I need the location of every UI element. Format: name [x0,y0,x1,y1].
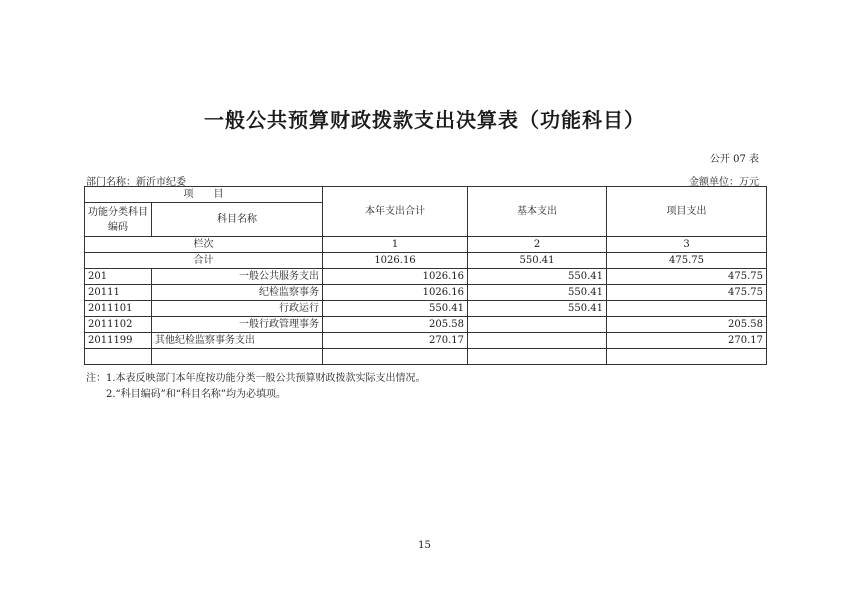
empty-cell [152,349,323,365]
project-amount: 205.58 [607,317,767,333]
total-project: 475.75 [607,253,767,269]
function-code: 20111 [85,285,152,301]
item-group-header: 项 目 [85,187,323,203]
table-row [85,317,767,333]
expenditure-table [84,186,767,365]
basic-expenditure-header: 基本支出 [468,187,607,237]
total-amount: 270.17 [323,333,468,349]
note-1: 注：1.本表反映部门本年度按功能分类一般公共预算财政拨款实际支出情况。 [86,373,426,384]
function-code: 2011102 [85,317,152,333]
basic-amount: 550.41 [468,285,607,301]
empty-row [85,349,767,365]
column-number-label: 栏次 [85,237,323,253]
column-number-3: 3 [607,237,767,253]
project-amount: 475.75 [607,269,767,285]
subject-name-header: 科目名称 [152,203,323,237]
total-amount: 1026.16 [323,269,468,285]
total-amount: 1026.16 [323,285,468,301]
form-code: 公开 07 表 [709,154,759,165]
subject-name: 一般行政管理事务 [152,317,323,333]
table-notes [86,371,426,403]
department-name: 部门名称：新沂市纪委 [86,177,186,188]
project-expenditure-header: 项目支出 [607,187,767,237]
basic-amount [468,333,607,349]
total-expenditure-header: 本年支出合计 [323,187,468,237]
function-code-header: 功能分类科目编码 [85,203,152,237]
project-amount: 475.75 [607,285,767,301]
empty-cell [607,349,767,365]
subject-name: 纪检监察事务 [152,285,323,301]
total-amount: 550.41 [323,301,468,317]
total-amount: 205.58 [323,317,468,333]
total-row [85,253,767,269]
basic-amount: 550.41 [468,269,607,285]
table-row [85,269,767,285]
function-code: 2011199 [85,333,152,349]
total-basic: 550.41 [468,253,607,269]
page-number: 15 [418,540,431,551]
project-amount: 270.17 [607,333,767,349]
column-number-row [85,237,767,253]
basic-amount: 550.41 [468,301,607,317]
subject-name: 其他纪检监察事务支出 [152,333,323,349]
total-amount: 1026.16 [323,253,468,269]
subject-name: 一般公共服务支出 [152,269,323,285]
empty-cell [323,349,468,365]
empty-cell [85,349,152,365]
column-number-1: 1 [323,237,468,253]
empty-cell [468,349,607,365]
page-title: 一般公共预算财政拨款支出决算表（功能科目） [204,108,645,132]
table-row [85,285,767,301]
table-row [85,301,767,317]
basic-amount [468,317,607,333]
project-amount [607,301,767,317]
function-code: 2011101 [85,301,152,317]
total-label: 合计 [85,253,323,269]
note-2: 2.“科目编码”和“科目名称”均为必填项。 [106,389,286,400]
header-row-1 [85,187,767,203]
table-row [85,333,767,349]
column-number-2: 2 [468,237,607,253]
amount-unit: 金额单位：万元 [689,177,759,188]
subject-name: 行政运行 [152,301,323,317]
function-code: 201 [85,269,152,285]
